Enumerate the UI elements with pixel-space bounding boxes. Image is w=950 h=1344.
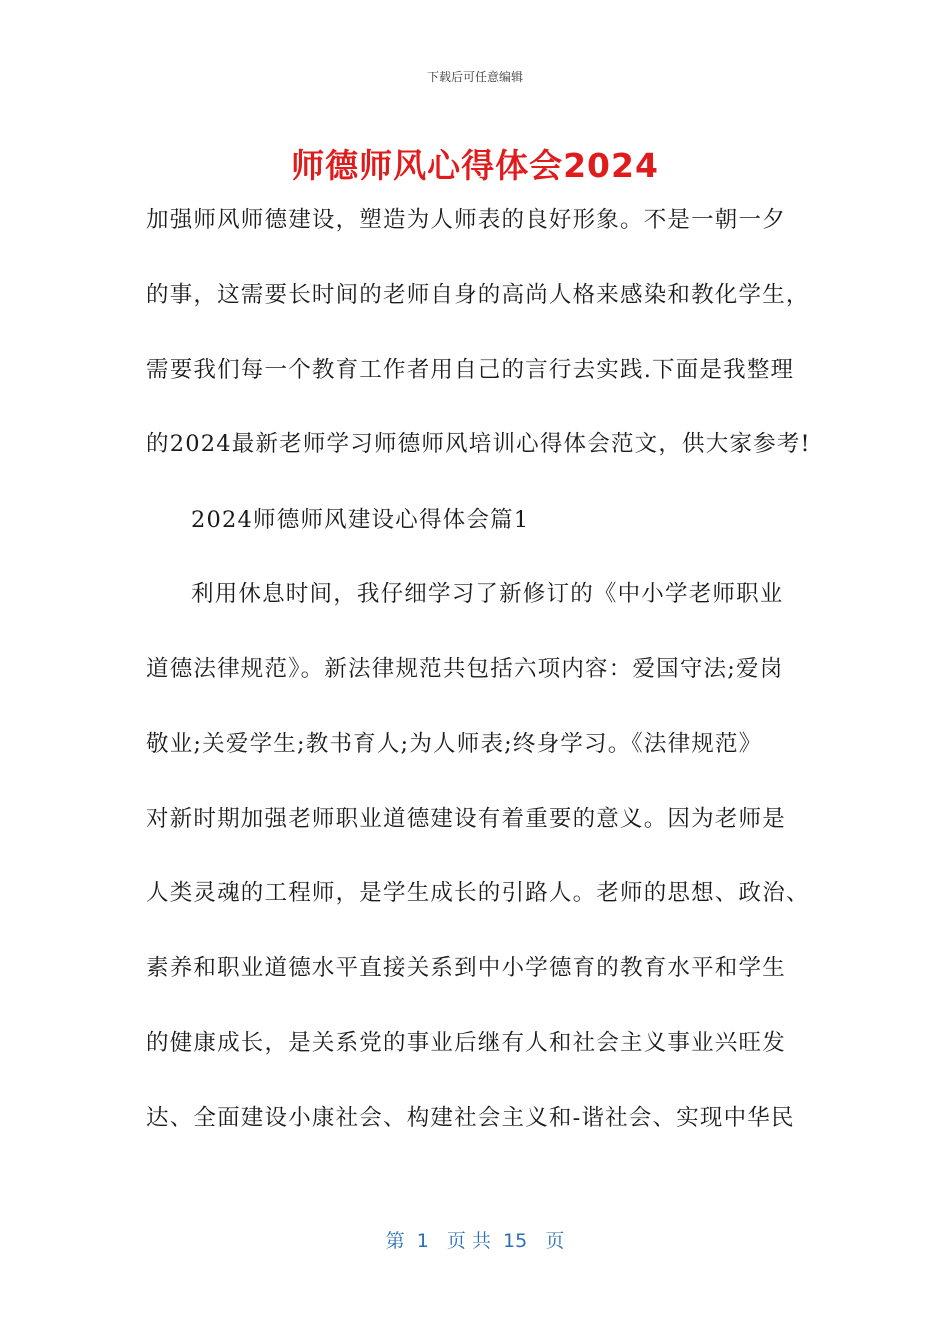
- download-note: 下载后可任意编辑: [426, 70, 523, 84]
- paragraph-line: 对新时期加强老师职业道德建设有着重要的意义。因为老师是: [146, 806, 786, 832]
- document-title: 师德师风心得体会2024: [291, 146, 659, 185]
- paragraph-line: 的事，这需要长时间的老师自身的高尚人格来感染和教化学生，: [146, 282, 810, 308]
- paragraph-line: 利用休息时间，我仔细学习了新修订的《中小学老师职业: [191, 581, 784, 607]
- paragraph-line: 敬业;关爱学生;教书育人;为人师表;终身学习。《法律规范》: [146, 731, 763, 757]
- paragraph-line: 素养和职业道德水平直接关系到中小学德育的教育水平和学生: [146, 955, 786, 981]
- section-heading: 2024师德师风建设心得体会篇1: [191, 507, 530, 533]
- paragraph-line: 需要我们每一个教育工作者用自己的言行去实践.下面是我整理: [146, 357, 795, 383]
- paragraph-line: 加强师风师德建设，塑造为人师表的良好形象。不是一朝一夕: [146, 207, 786, 233]
- paragraph-line: 道德法律规范》。新法律规范共包括六项内容：爱国守法;爱岗: [146, 656, 784, 682]
- paragraph-line: 的健康成长，是关系党的事业后继有人和社会主义事业兴旺发: [146, 1030, 786, 1056]
- paragraph-line: 的2024最新老师学习师德师风培训心得体会范文，供大家参考!: [146, 431, 811, 457]
- paragraph-line: 人类灵魂的工程师，是学生成长的引路人。老师的思想、政治、: [146, 880, 810, 906]
- page-number: 第 1 页 共 15 页: [385, 1230, 565, 1252]
- paragraph-line: 达、全面建设小康社会、构建社会主义和-谐社会、实现中华民: [146, 1105, 795, 1131]
